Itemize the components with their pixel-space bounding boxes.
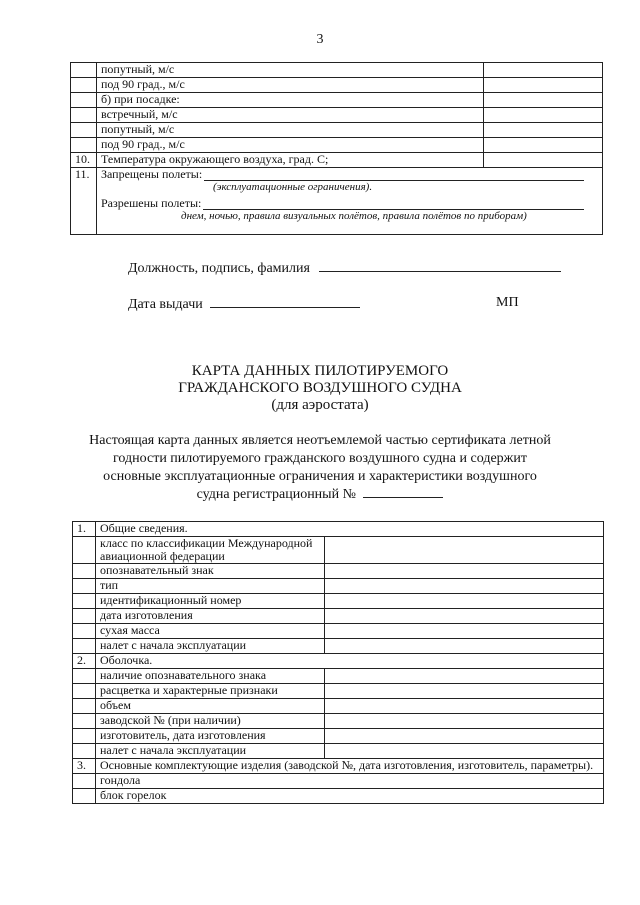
empty-number-cell — [73, 537, 96, 564]
row-value-cell — [484, 63, 603, 78]
empty-number-cell — [73, 564, 96, 579]
intro-line-1: Настоящая карта данных является неотъемлемой частью сертификата летной — [89, 433, 551, 448]
section-header-row — [73, 654, 604, 669]
row-label: налет с начала эксплуатации — [96, 744, 325, 759]
empty-number-cell — [73, 729, 96, 744]
empty-number-cell — [73, 699, 96, 714]
table1-row — [71, 93, 603, 108]
document-title — [0, 363, 640, 414]
row-value-cell — [325, 669, 604, 684]
row-value-cell — [325, 609, 604, 624]
row-value-cell — [484, 123, 603, 138]
row-label: объем — [96, 699, 325, 714]
allowed-note: днем, ночью, правила визуальных полётов, правила полётов по приборам) — [181, 210, 527, 222]
row-label: б) при посадке: — [97, 93, 484, 108]
section-header-row — [73, 759, 604, 774]
row-label: класс по классификации Международной авиационной федерации — [96, 537, 325, 564]
row-value-cell — [325, 639, 604, 654]
table1-row-11 — [71, 168, 603, 235]
row-value-cell — [325, 594, 604, 609]
allowed-line — [101, 197, 598, 210]
empty-number-cell — [73, 609, 96, 624]
row-label: идентификационный номер — [96, 594, 325, 609]
row-label: под 90 град., м/с — [97, 138, 484, 153]
table2-row — [73, 609, 604, 624]
row-label: попутный, м/с — [97, 123, 484, 138]
issue-date-blank — [210, 307, 360, 308]
flight-conditions-table — [70, 62, 603, 235]
row-value-cell — [325, 564, 604, 579]
empty-number-cell — [73, 789, 96, 804]
registration-blank — [363, 497, 443, 498]
title-line-1: КАРТА ДАННЫХ ПИЛОТИРУЕМОГО — [191, 363, 449, 379]
prohibited-line — [101, 168, 598, 181]
section-title: Оболочка. — [96, 654, 604, 669]
section-title: Общие сведения. — [96, 522, 604, 537]
row-label: заводской № (при наличии) — [96, 714, 325, 729]
table2-row — [73, 669, 604, 684]
row-label: блок горелок — [96, 789, 604, 804]
section-number: 3. — [73, 759, 96, 774]
empty-number-cell — [73, 684, 96, 699]
registration-label: судна регистрационный № — [196, 487, 356, 502]
position-blank — [319, 271, 561, 272]
stamp-label: МП — [496, 295, 519, 310]
row-label: налет с начала эксплуатации — [96, 639, 325, 654]
row-label: расцветка и характерные признаки — [96, 684, 325, 699]
intro-line-3: основные эксплуатационные ограничения и характеристики воздушного — [103, 469, 537, 484]
table1-row — [71, 108, 603, 123]
table2-row — [73, 594, 604, 609]
table2-row — [73, 699, 604, 714]
empty-number-cell — [73, 579, 96, 594]
row-label: сухая масса — [96, 624, 325, 639]
row-label: гондола — [96, 774, 604, 789]
table2-row — [73, 714, 604, 729]
table2-row — [73, 639, 604, 654]
prohibited-label: Запрещены полеты: — [101, 167, 203, 181]
empty-number-cell — [73, 624, 96, 639]
table2-row — [73, 624, 604, 639]
row-label: дата изготовления — [96, 609, 325, 624]
flight-restrictions-cell — [97, 168, 603, 235]
prohibited-note: (эксплуатационные ограничения). — [213, 181, 373, 193]
row-number — [71, 63, 97, 78]
title-line-2: ГРАЖДАНСКОГО ВОЗДУШНОГО СУДНА — [178, 380, 462, 396]
empty-number-cell — [73, 744, 96, 759]
section-number: 1. — [73, 522, 96, 537]
issue-date-label: Дата выдачи — [128, 297, 203, 312]
row-value-cell — [325, 684, 604, 699]
row-label: наличие опознавательного знака — [96, 669, 325, 684]
section-number: 2. — [73, 654, 96, 669]
row-number: 11. — [71, 168, 97, 235]
empty-number-cell — [73, 594, 96, 609]
table1-row — [71, 138, 603, 153]
empty-number-cell — [73, 639, 96, 654]
row-number — [71, 123, 97, 138]
issue-date-line — [128, 297, 360, 313]
position-label: Должность, подпись, фамилия — [128, 261, 310, 276]
table2-row — [73, 684, 604, 699]
row-number — [71, 78, 97, 93]
empty-number-cell — [73, 669, 96, 684]
row-value-cell — [484, 93, 603, 108]
intro-line-4 — [80, 486, 560, 504]
section-header-row — [73, 522, 604, 537]
table2-row — [73, 744, 604, 759]
intro-line-2: годности пилотируемого гражданского воздушного судна и содержит — [113, 451, 527, 466]
row-number — [71, 93, 97, 108]
intro-paragraph — [80, 432, 560, 504]
row-value-cell — [325, 537, 604, 564]
table1-row — [71, 63, 603, 78]
row-label: Температура окружающего воздуха, град. С; — [97, 153, 484, 168]
section-title: Основные комплектующие изделия (заводской №, дата изготовления, изготовитель, параметры). — [96, 759, 604, 774]
row-number — [71, 108, 97, 123]
row-value-cell — [325, 624, 604, 639]
table2-row — [73, 564, 604, 579]
row-number: 10. — [71, 153, 97, 168]
row-value-cell — [484, 138, 603, 153]
row-label: опознавательный знак — [96, 564, 325, 579]
table1-row — [71, 123, 603, 138]
table2-row — [73, 789, 604, 804]
aerostat-data-table — [72, 521, 604, 804]
row-label: под 90 град., м/с — [97, 78, 484, 93]
row-number — [71, 138, 97, 153]
row-value-cell — [325, 579, 604, 594]
row-label: тип — [96, 579, 325, 594]
row-value-cell — [325, 729, 604, 744]
table2-row — [73, 537, 604, 564]
row-value-cell — [325, 699, 604, 714]
table2-row — [73, 729, 604, 744]
empty-number-cell — [73, 774, 96, 789]
row-value-cell — [484, 78, 603, 93]
row-label: изготовитель, дата изготовления — [96, 729, 325, 744]
page-number: 3 — [316, 32, 324, 47]
row-value-cell — [325, 714, 604, 729]
row-label: встречный, м/с — [97, 108, 484, 123]
table1-row — [71, 78, 603, 93]
table1-row — [71, 153, 603, 168]
row-value-cell — [325, 744, 604, 759]
table2-row — [73, 774, 604, 789]
table2-row — [73, 579, 604, 594]
allowed-label: Разрешены полеты: — [101, 196, 202, 210]
row-label: попутный, м/с — [97, 63, 484, 78]
position-signature-line — [128, 261, 561, 277]
row-value-cell — [484, 153, 603, 168]
row-value-cell — [484, 108, 603, 123]
title-line-3: (для аэростата) — [271, 397, 369, 413]
empty-number-cell — [73, 714, 96, 729]
